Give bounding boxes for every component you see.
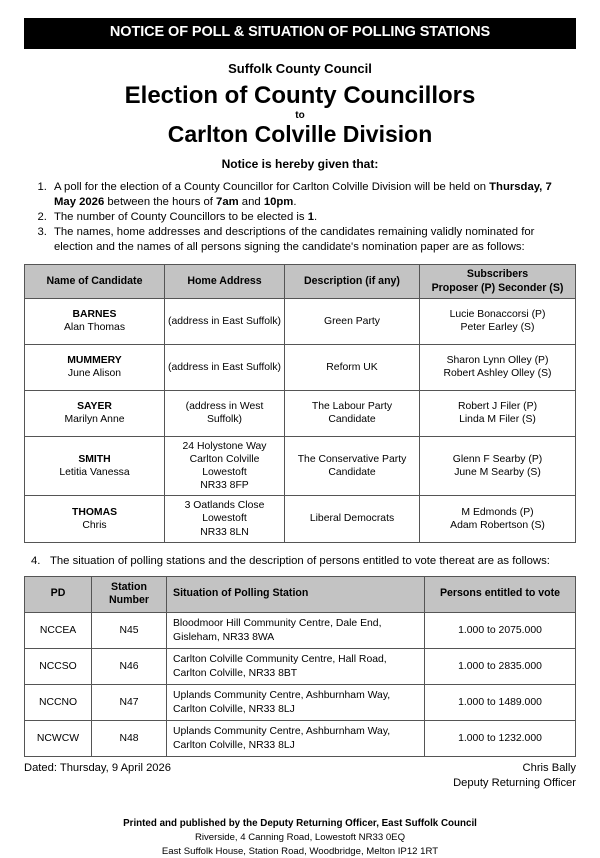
header-station-number-line2: Number xyxy=(108,594,150,607)
candidate-subscribers-cell xyxy=(420,344,576,390)
candidate-address-cell: 3 Oatlands Close Lowestoft NR33 8LN xyxy=(165,496,285,542)
candidate-proposer: Lucie Bonaccorsi (P) xyxy=(449,309,546,321)
notice-item-4-number: 4. xyxy=(31,554,41,567)
polling-station-number-cell: N46 xyxy=(92,649,167,685)
candidate-address-cell: (address in West Suffolk) xyxy=(165,390,285,436)
candidate-forenames: Marilyn Anne xyxy=(64,414,125,426)
notice-item-3: 3. The names, home addresses and descriptions of the candidates remaining validly nominated for election and the names of all persons signing the candidate's nomination paper are as follows: xyxy=(50,225,576,255)
header-home-address: Home Address xyxy=(165,265,285,299)
polling-persons-cell: 1.000 to 1232.000 xyxy=(425,721,576,757)
table-row xyxy=(25,613,576,649)
candidate-seconder: Peter Earley (S) xyxy=(460,322,535,334)
candidate-proposer: M Edmonds (P) xyxy=(461,506,534,518)
header-station-number xyxy=(92,576,167,613)
candidate-subscribers-cell xyxy=(420,298,576,344)
candidate-description-cell: The Conservative Party Candidate xyxy=(285,436,420,495)
candidate-seconder: Robert Ashley Olley (S) xyxy=(443,368,552,380)
polling-table-body xyxy=(25,613,576,757)
poll-open-time: 7am xyxy=(216,195,239,208)
polling-pd-cell: NCWCW xyxy=(25,721,92,757)
notice-item-1-text-b: between the hours of xyxy=(104,195,217,208)
candidate-subscribers-cell xyxy=(420,496,576,542)
candidate-name-cell xyxy=(25,390,165,436)
council-name: Suffolk County Council xyxy=(228,60,372,76)
polling-situation-cell: Carlton Colville Community Centre, Hall Road, Carlton Colville, NR33 8BT xyxy=(167,649,425,685)
header-subscribers-line2: Proposer (P) Seconder (S) xyxy=(431,281,564,294)
document-banner-title: NOTICE OF POLL & SITUATION OF POLLING STATIONS xyxy=(24,18,576,49)
table-row xyxy=(25,721,576,757)
candidate-surname: SMITH xyxy=(78,453,111,465)
polling-station-number-cell: N47 xyxy=(92,685,167,721)
candidate-forenames: Chris xyxy=(82,519,107,531)
notice-given-heading: Notice is hereby given that: xyxy=(221,156,379,171)
candidate-forenames: Alan Thomas xyxy=(63,322,126,334)
to-connector: to xyxy=(295,110,305,122)
notice-item-1-text-d: . xyxy=(293,195,297,208)
footer-address-line-2: East Suffolk House, Station Road, Woodbridge, Melton IP12 1RT xyxy=(161,845,439,857)
candidate-address-cell: (address in East Suffolk) xyxy=(165,344,285,390)
dated-text: Dated: Thursday, 9 April 2026 xyxy=(24,762,171,775)
header-subscribers xyxy=(420,265,576,299)
notice-item-1-text-c: and xyxy=(238,195,264,208)
notice-item-2-text-b: . xyxy=(313,210,318,223)
notice-item-1-text-a: A poll for the election of a County Councillor for Carlton Colville Division will be held on xyxy=(54,180,490,193)
table-row xyxy=(25,298,576,344)
polling-pd-cell: NCCEA xyxy=(25,613,92,649)
polling-station-number-cell: N48 xyxy=(92,721,167,757)
candidate-description-cell: Liberal Democrats xyxy=(285,496,420,542)
notice-item-2-text-a: The number of County Councillors to be elected is xyxy=(54,210,308,223)
poll-close-time: 10pm xyxy=(263,195,294,208)
candidate-proposer: Robert J Filer (P) xyxy=(457,401,538,413)
candidate-name-cell xyxy=(25,298,165,344)
polling-table-header-row xyxy=(25,576,576,613)
councillors-to-elect-count: 1 xyxy=(307,210,314,223)
footer-address-line-1: Riverside, 4 Canning Road, Lowestoft NR33 0EQ xyxy=(194,832,406,844)
polling-pd-cell: NCCSO xyxy=(25,649,92,685)
candidates-table-body xyxy=(25,298,576,542)
polling-stations-table xyxy=(24,576,576,758)
header-pd: PD xyxy=(25,576,92,613)
header-description: Description (if any) xyxy=(285,265,420,299)
candidate-subscribers-cell xyxy=(420,390,576,436)
candidate-surname: BARNES xyxy=(72,309,117,321)
polling-situation-cell: Bloodmoor Hill Community Centre, Dale End, Gisleham, NR33 8WA xyxy=(167,613,425,649)
candidate-surname: SAYER xyxy=(77,401,112,413)
candidate-seconder: Adam Robertson (S) xyxy=(450,519,545,531)
table-row xyxy=(25,685,576,721)
election-title: Election of County Councillors xyxy=(124,81,476,109)
notice-item-1 xyxy=(50,180,576,210)
polling-persons-cell: 1.000 to 1489.000 xyxy=(425,685,576,721)
polling-station-number-cell: N45 xyxy=(92,613,167,649)
table-row xyxy=(25,649,576,685)
candidate-seconder: Linda M Filer (S) xyxy=(459,414,536,426)
poll-date: Thursday, 7 May 2026 xyxy=(54,180,552,208)
candidate-description-cell: Reform UK xyxy=(285,344,420,390)
table-row xyxy=(25,496,576,542)
polling-persons-cell: 1.000 to 2835.000 xyxy=(425,649,576,685)
division-title: Carlton Colville Division xyxy=(167,121,433,148)
candidate-description-cell: Green Party xyxy=(285,298,420,344)
candidate-name-cell xyxy=(25,436,165,495)
candidate-surname: MUMMERY xyxy=(67,355,122,367)
candidate-proposer: Glenn F Searby (P) xyxy=(452,453,543,465)
polling-persons-cell: 1.000 to 2075.000 xyxy=(425,613,576,649)
header-subscribers-line1: Subscribers xyxy=(466,268,529,281)
notice-item-2 xyxy=(50,210,576,225)
candidate-proposer: Sharon Lynn Olley (P) xyxy=(446,355,549,367)
officer-name: Chris Bally xyxy=(522,762,576,775)
candidate-seconder: June M Searby (S) xyxy=(454,467,541,479)
polling-situation-cell: Uplands Community Centre, Ashburnham Way, Carlton Colville, NR33 8LJ xyxy=(167,685,425,721)
header-situation: Situation of Polling Station xyxy=(167,576,425,613)
candidates-table-header-row xyxy=(25,265,576,299)
notice-items-list xyxy=(24,180,576,256)
polling-situation-cell: Uplands Community Centre, Ashburnham Way, Carlton Colville, NR33 8LJ xyxy=(167,721,425,757)
footer-published-by: Printed and published by the Deputy Returning Officer, East Suffolk Council xyxy=(123,818,477,830)
header-station-number-line1: Station xyxy=(111,580,147,593)
candidates-table xyxy=(24,264,576,542)
table-row xyxy=(25,436,576,495)
notice-item-4-text: The situation of polling stations and the description of persons entitled to vote thereat are as follows: xyxy=(50,554,550,567)
header-persons-entitled: Persons entitled to vote xyxy=(425,576,576,613)
candidate-address-cell: 24 Holystone Way Carlton Colville Lowestoft NR33 8FP xyxy=(165,436,285,495)
header-name-of-candidate: Name of Candidate xyxy=(25,265,165,299)
notice-item-4 xyxy=(31,554,576,569)
candidate-forenames: June Alison xyxy=(67,368,122,380)
candidate-address-cell: (address in East Suffolk) xyxy=(165,298,285,344)
document-footer xyxy=(24,817,576,858)
polling-pd-cell: NCCNO xyxy=(25,685,92,721)
polling-stations-intro-list xyxy=(24,554,576,569)
notice-of-poll-document xyxy=(0,18,600,857)
candidate-name-cell xyxy=(25,344,165,390)
officer-title: Deputy Returning Officer xyxy=(453,776,576,789)
candidate-description-cell: The Labour Party Candidate xyxy=(285,390,420,436)
table-row xyxy=(25,344,576,390)
candidate-forenames: Letitia Vanessa xyxy=(59,467,130,479)
candidate-surname: THOMAS xyxy=(71,506,118,518)
candidate-subscribers-cell xyxy=(420,436,576,495)
candidate-name-cell xyxy=(25,496,165,542)
table-row xyxy=(25,390,576,436)
